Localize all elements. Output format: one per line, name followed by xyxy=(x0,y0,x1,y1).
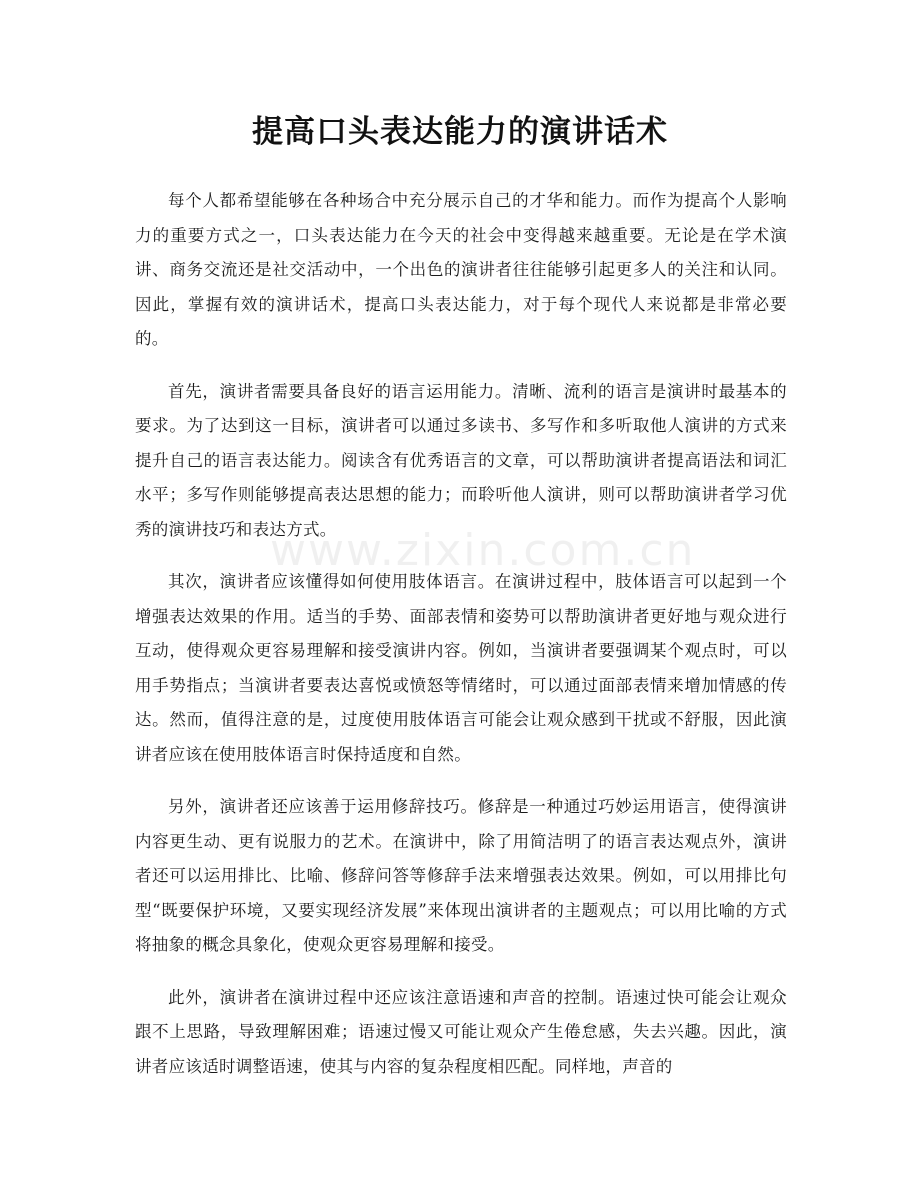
document-body xyxy=(135,184,787,1102)
paragraph-language: 首先，演讲者需要具备良好的语言运用能力。清晰、流利的语言是演讲时最基本的要求。为了达到这一目标，演讲者可以通过多读书、多写作和多听取他人演讲的方式来提升自己的语言表达能力。阅读含有优秀语言的文章，可以帮助演讲者提高语法和词汇水平；多写作则能够提高表达思想的能力；而聆听他人演讲，则可以帮助演讲者学习优秀的演讲技巧和表达方式。 xyxy=(135,381,787,539)
paragraph-rhetoric: 另外，演讲者还应该善于运用修辞技巧。修辞是一种通过巧妙运用语言，使得演讲内容更生动、更有说服力的艺术。在演讲中，除了用简洁明了的语言表达观点外，演讲者还可以运用排比、比喻、修辞问答等修辞手法来增强表达效果。例如，可以用排比句型“既要保护环境，又要实现经济发展”来体现出演讲者的主题观点；可以用比喻的方式将抽象的概念具象化，使观众更容易理解和接受。 xyxy=(135,797,787,954)
paragraph-voice: 此外，演讲者在演讲过程中还应该注意语速和声音的控制。语速过快可能会让观众跟不上思路，导致理解困难；语速过慢又可能让观众产生倦怠感，失去兴趣。因此，演讲者应该适时调整语速，使其与内容的复杂程度相匹配。同样地，声音的 xyxy=(135,987,787,1076)
document-title: 提高口头表达能力的演讲话术 xyxy=(252,114,668,150)
watermark: www.zixin.com.cn xyxy=(270,525,696,576)
paragraph-intro: 每个人都希望能够在各种场合中充分展示自己的才华和能力。而作为提高个人影响力的重要方式之一，口头表达能力在今天的社会中变得越来越重要。无论是在学术演讲、商务交流还是社交活动中，一个出色的演讲者往往能够引起更多人的关注和认同。因此，掌握有效的演讲话术，提高口头表达能力，对于每个现代人来说都是非常必要的。 xyxy=(135,191,787,348)
paragraph-body-language: 其次，演讲者应该懂得如何使用肢体语言。在演讲过程中，肢体语言可以起到一个增强表达效果的作用。适当的手势、面部表情和姿势可以帮助演讲者更好地与观众进行互动，使得观众更容易理解和接受演讲内容。例如，当演讲者要强调某个观点时，可以用手势指点；当演讲者要表达喜悦或愤怒等情绪时，可以通过面部表情来增加情感的传达。然而，值得注意的是，过度使用肢体语言可能会让观众感到干扰或不舒服，因此演讲者应该在使用肢体语言时保持适度和自然。 xyxy=(135,572,787,764)
